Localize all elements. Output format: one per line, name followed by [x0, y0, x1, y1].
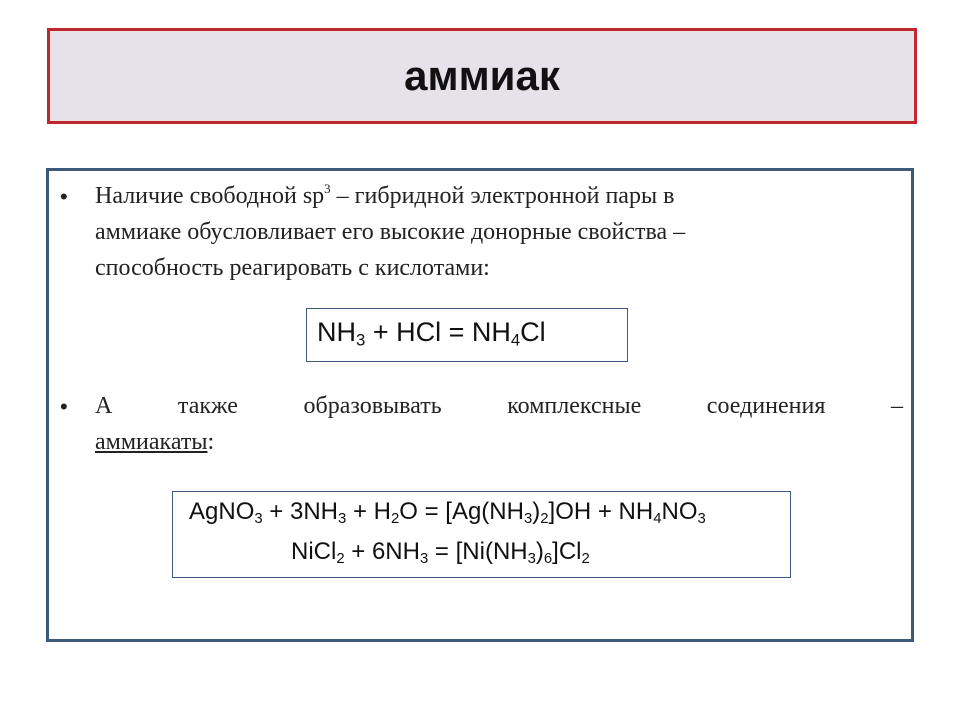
equation-nh3-hcl: $NH_3$ + HCl = $NH_4Cl$ — [317, 317, 546, 350]
equation-box-acid — [306, 308, 628, 362]
equation-agno3: AgNO$_3$ + $3NH_3 + H_2O = [Ag(NH_3)_2]OH + NH_4NO_3$ — [189, 498, 706, 528]
bullet-1-line-1: Наличие свободной $sp^3$ – гибридной электронной пары в — [95, 181, 675, 209]
bullet-1-line-2: аммиаке обусловливает его высокие донорные свойства – — [95, 219, 686, 245]
slide-title: аммиак — [404, 52, 560, 99]
bullet-marker-1: • — [60, 184, 68, 209]
bullet-1-text — [95, 178, 905, 286]
bullet-2-text — [95, 388, 905, 460]
equation-box-complexes — [172, 491, 791, 578]
ammines-term: аммиакаты — [95, 429, 208, 455]
equation-nicl2: NiCl$_2$ + $6NH_3 = [Ni(NH_3)_6]Cl_2$ — [291, 538, 590, 568]
bullet-marker-2: • — [60, 394, 68, 419]
bullet-2-line-1: А также образовывать комплексные соединения – — [95, 393, 903, 419]
bullet-1-line-3: способность реагировать с кислотами: — [95, 255, 490, 281]
title-banner — [47, 28, 917, 124]
sp3-superscript: 3 — [324, 181, 331, 196]
bullet-2-line-2: аммиакаты: — [95, 429, 215, 455]
